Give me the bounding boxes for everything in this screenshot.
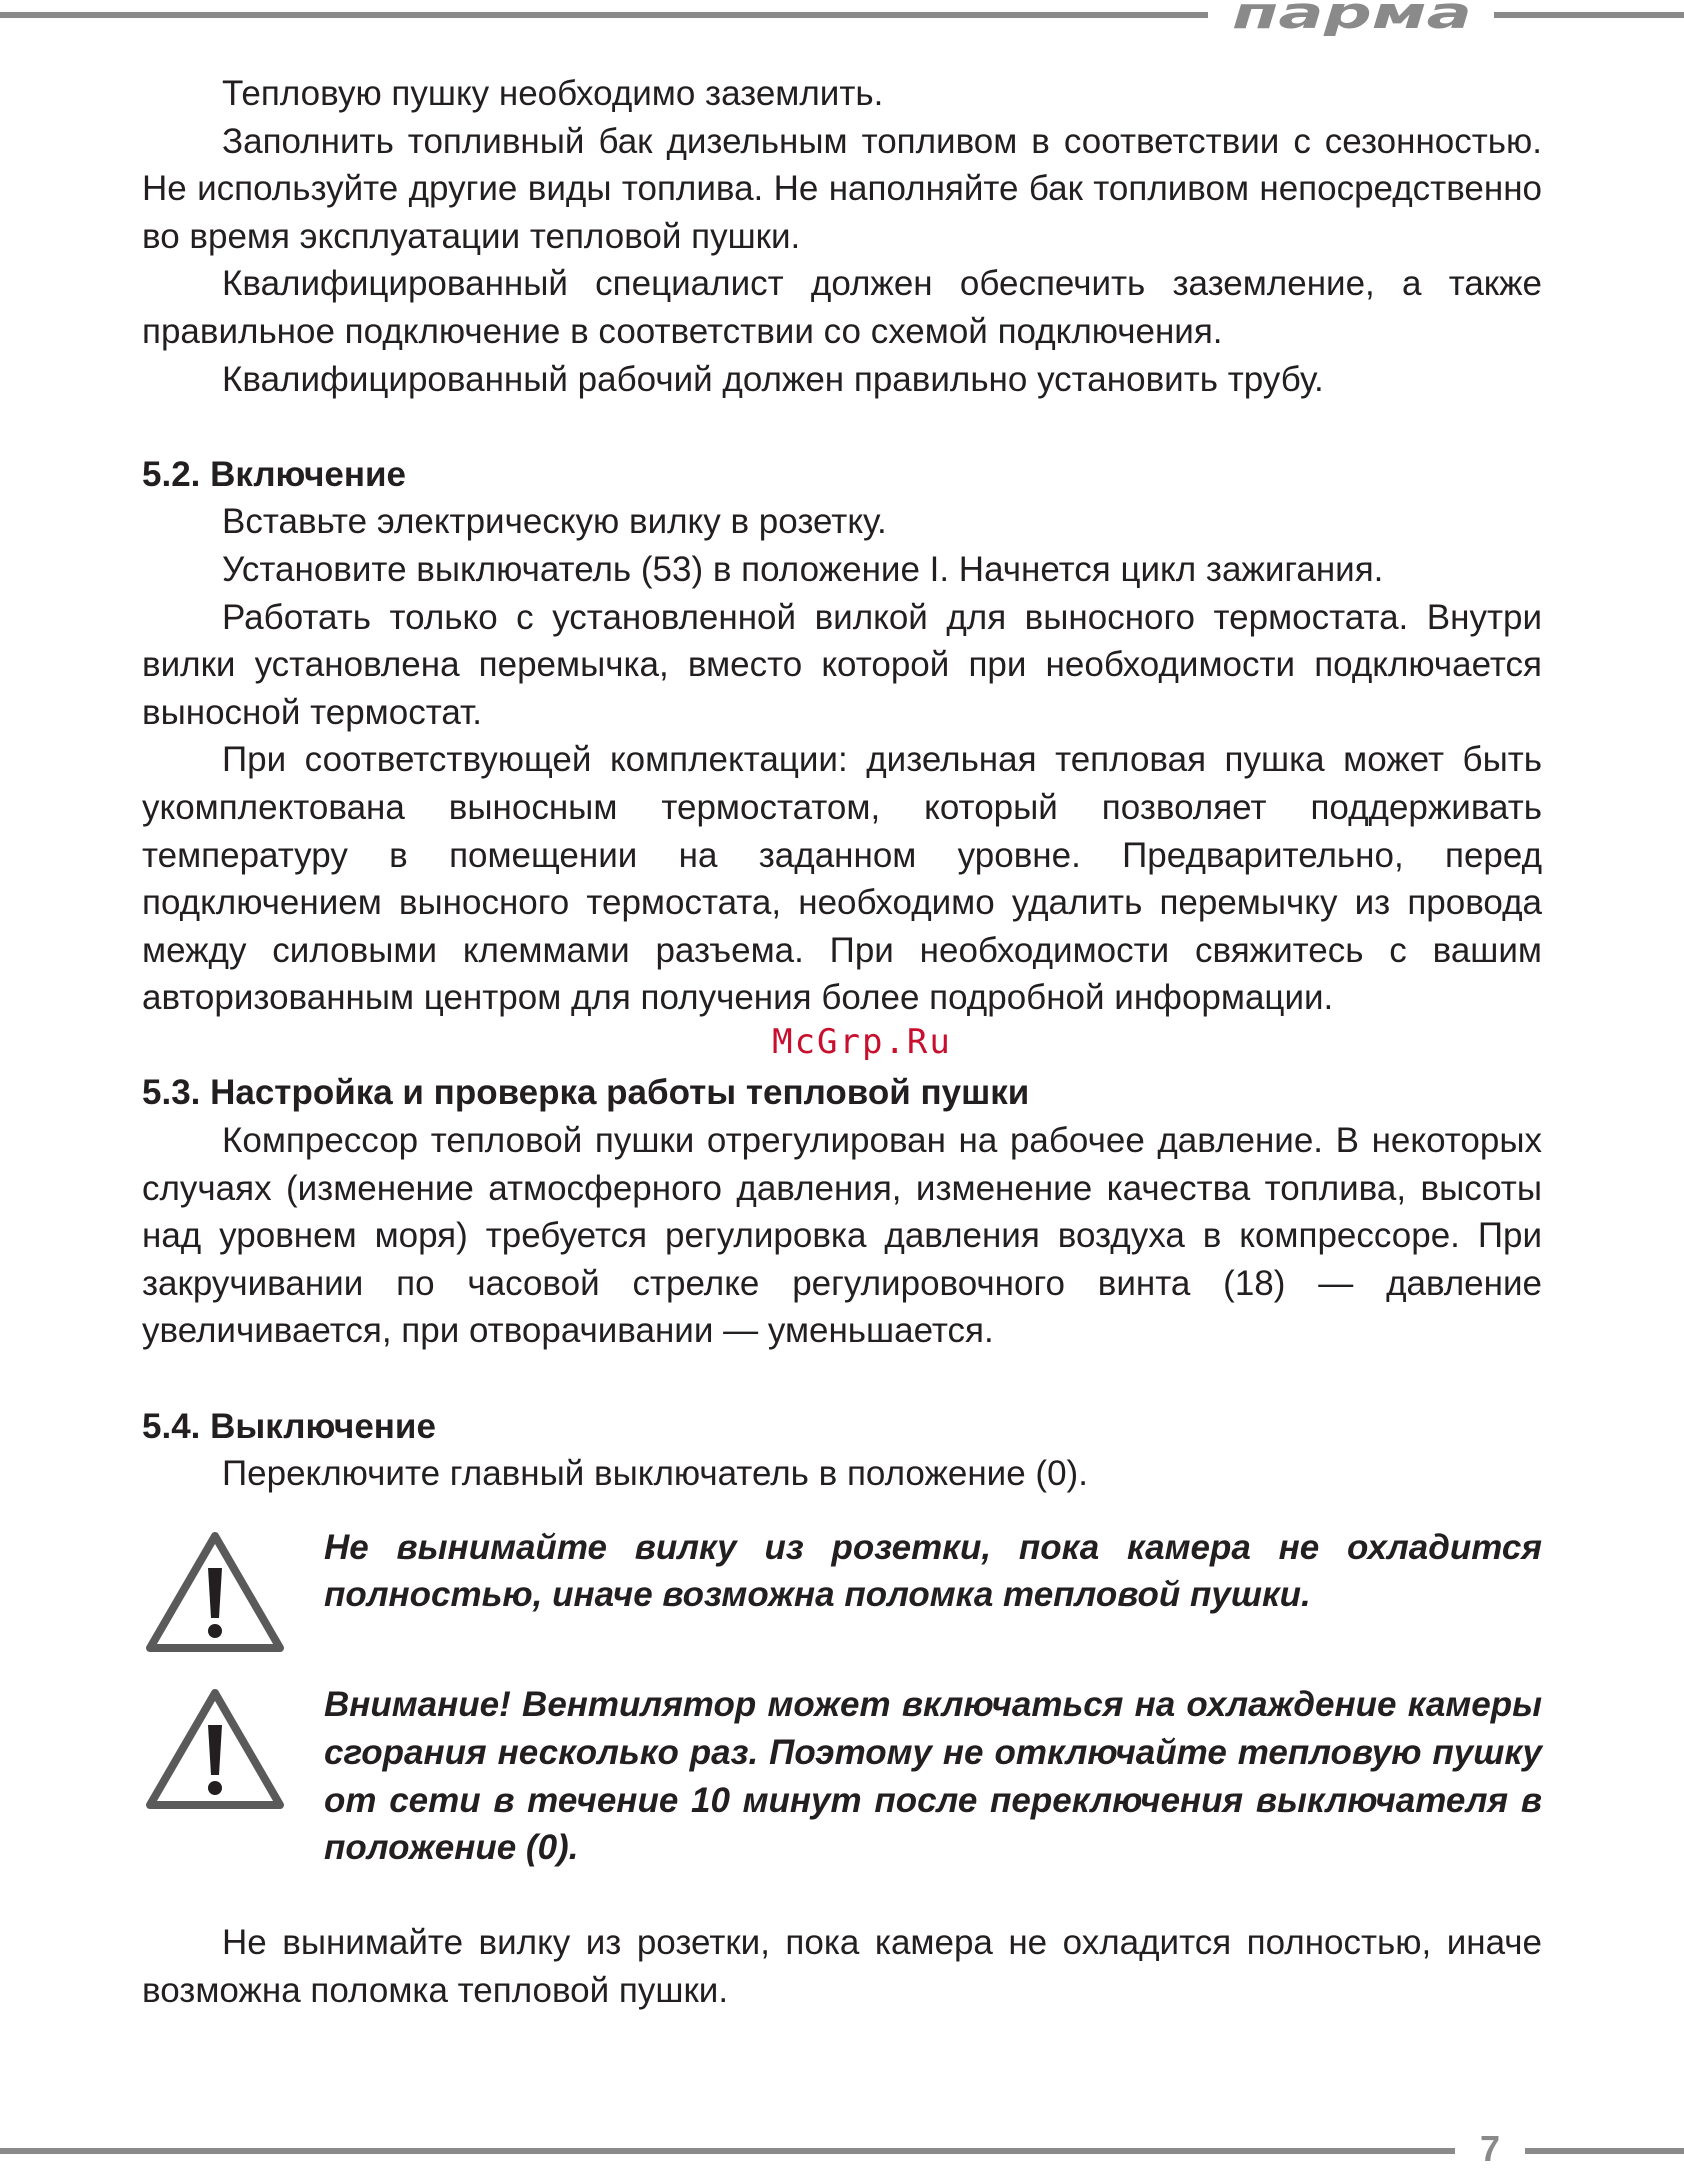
section-heading-5-2: 5.2. Включение [142,454,407,494]
paragraph: Квалифицированный специалист должен обеспечить заземление, а также правильное подключение в соответствии со схемой подключения. [142,264,1542,351]
watermark: McGrp.Ru [772,1021,952,1062]
warning-text: Внимание! Вентилятор может включаться на охлаждение камеры сгорания несколько раз. Поэтому не отключайте тепловую пушку от сети в течение 10 минут после переключения выключателя в положение (0). [324,1685,1542,1868]
paragraph: Компрессор тепловой пушки отрегулирован на рабочее давление. В некоторых случаях (изменение атмосферного давления, изменение качества топлива, высоты над уровнем моря) требуется регулировка давления воздуха в компрессоре. При закручивании по часовой стрелке регулировочного винта (18) — давление увеличивается, при отворачивании — уменьшается. [142,1121,1542,1351]
paragraph: Тепловую пушку необходимо заземлить. [222,74,884,113]
section-heading-5-4: 5.4. Выключение [142,1406,436,1446]
warning-block [142,1524,1542,1634]
paragraph: Вставьте электрическую вилку в розетку. [222,502,887,542]
paragraph: При соответствующей комплектации: дизельная тепловая пушка может быть укомплектована выносным термостатом, который позволяет поддерживать температуру в помещении на заданном уровне. Предварительно, перед подключением выносного термостата, необходимо удалить перемычку из провода между силовыми клеммами разъема. При необходимости свяжитесь с вашим авторизованным центром для получения более подробной информации. [142,740,1542,1018]
page-number: 7 [1479,2128,1501,2169]
warning-text: Не вынимайте вилку из розетки, пока камера не охладится полностью, иначе возможна поломка тепловой пушки. [324,1527,1542,1615]
paragraph: Заполнить топливный бак дизельным топливом в соответствии с сезонностью. Не используйте другие виды топлива. Не наполняйте бак топливом непосредственно во время эксплуатации тепловой пушки. [142,121,1542,256]
warning-triangle-icon [142,1528,288,1656]
section-heading-5-3: 5.3. Настройка и проверка работы тепловой пушки [142,1073,1030,1113]
footer-rule-left [0,2148,1455,2154]
paragraph: Квалифицированный рабочий должен правильно установить трубу. [222,359,1324,399]
paragraph: Работать только с установленной вилкой для выносного термостата. Внутри вилки установлена перемычка, вместо которой при необходимости подключается выносной термостат. [142,597,1542,732]
warning-block [142,1681,1542,1871]
brand-logo [1228,0,1478,36]
page-content [142,70,1542,2015]
paragraph: Не вынимайте вилку из розетки, пока камера не охладится полностью, иначе возможна поломка тепловой пушки. [142,1923,1542,2010]
header-rule-left [0,12,1208,18]
paragraph: Переключите главный выключатель в положение (0). [222,1454,1088,1494]
footer-rule-right [1525,2148,1684,2154]
brand-name: парма [1232,0,1472,36]
warning-triangle-icon [142,1685,288,1813]
paragraph: Установите выключатель (53) в положение I. Начнется цикл зажигания. [222,549,1384,589]
header-rule-right [1494,12,1684,18]
